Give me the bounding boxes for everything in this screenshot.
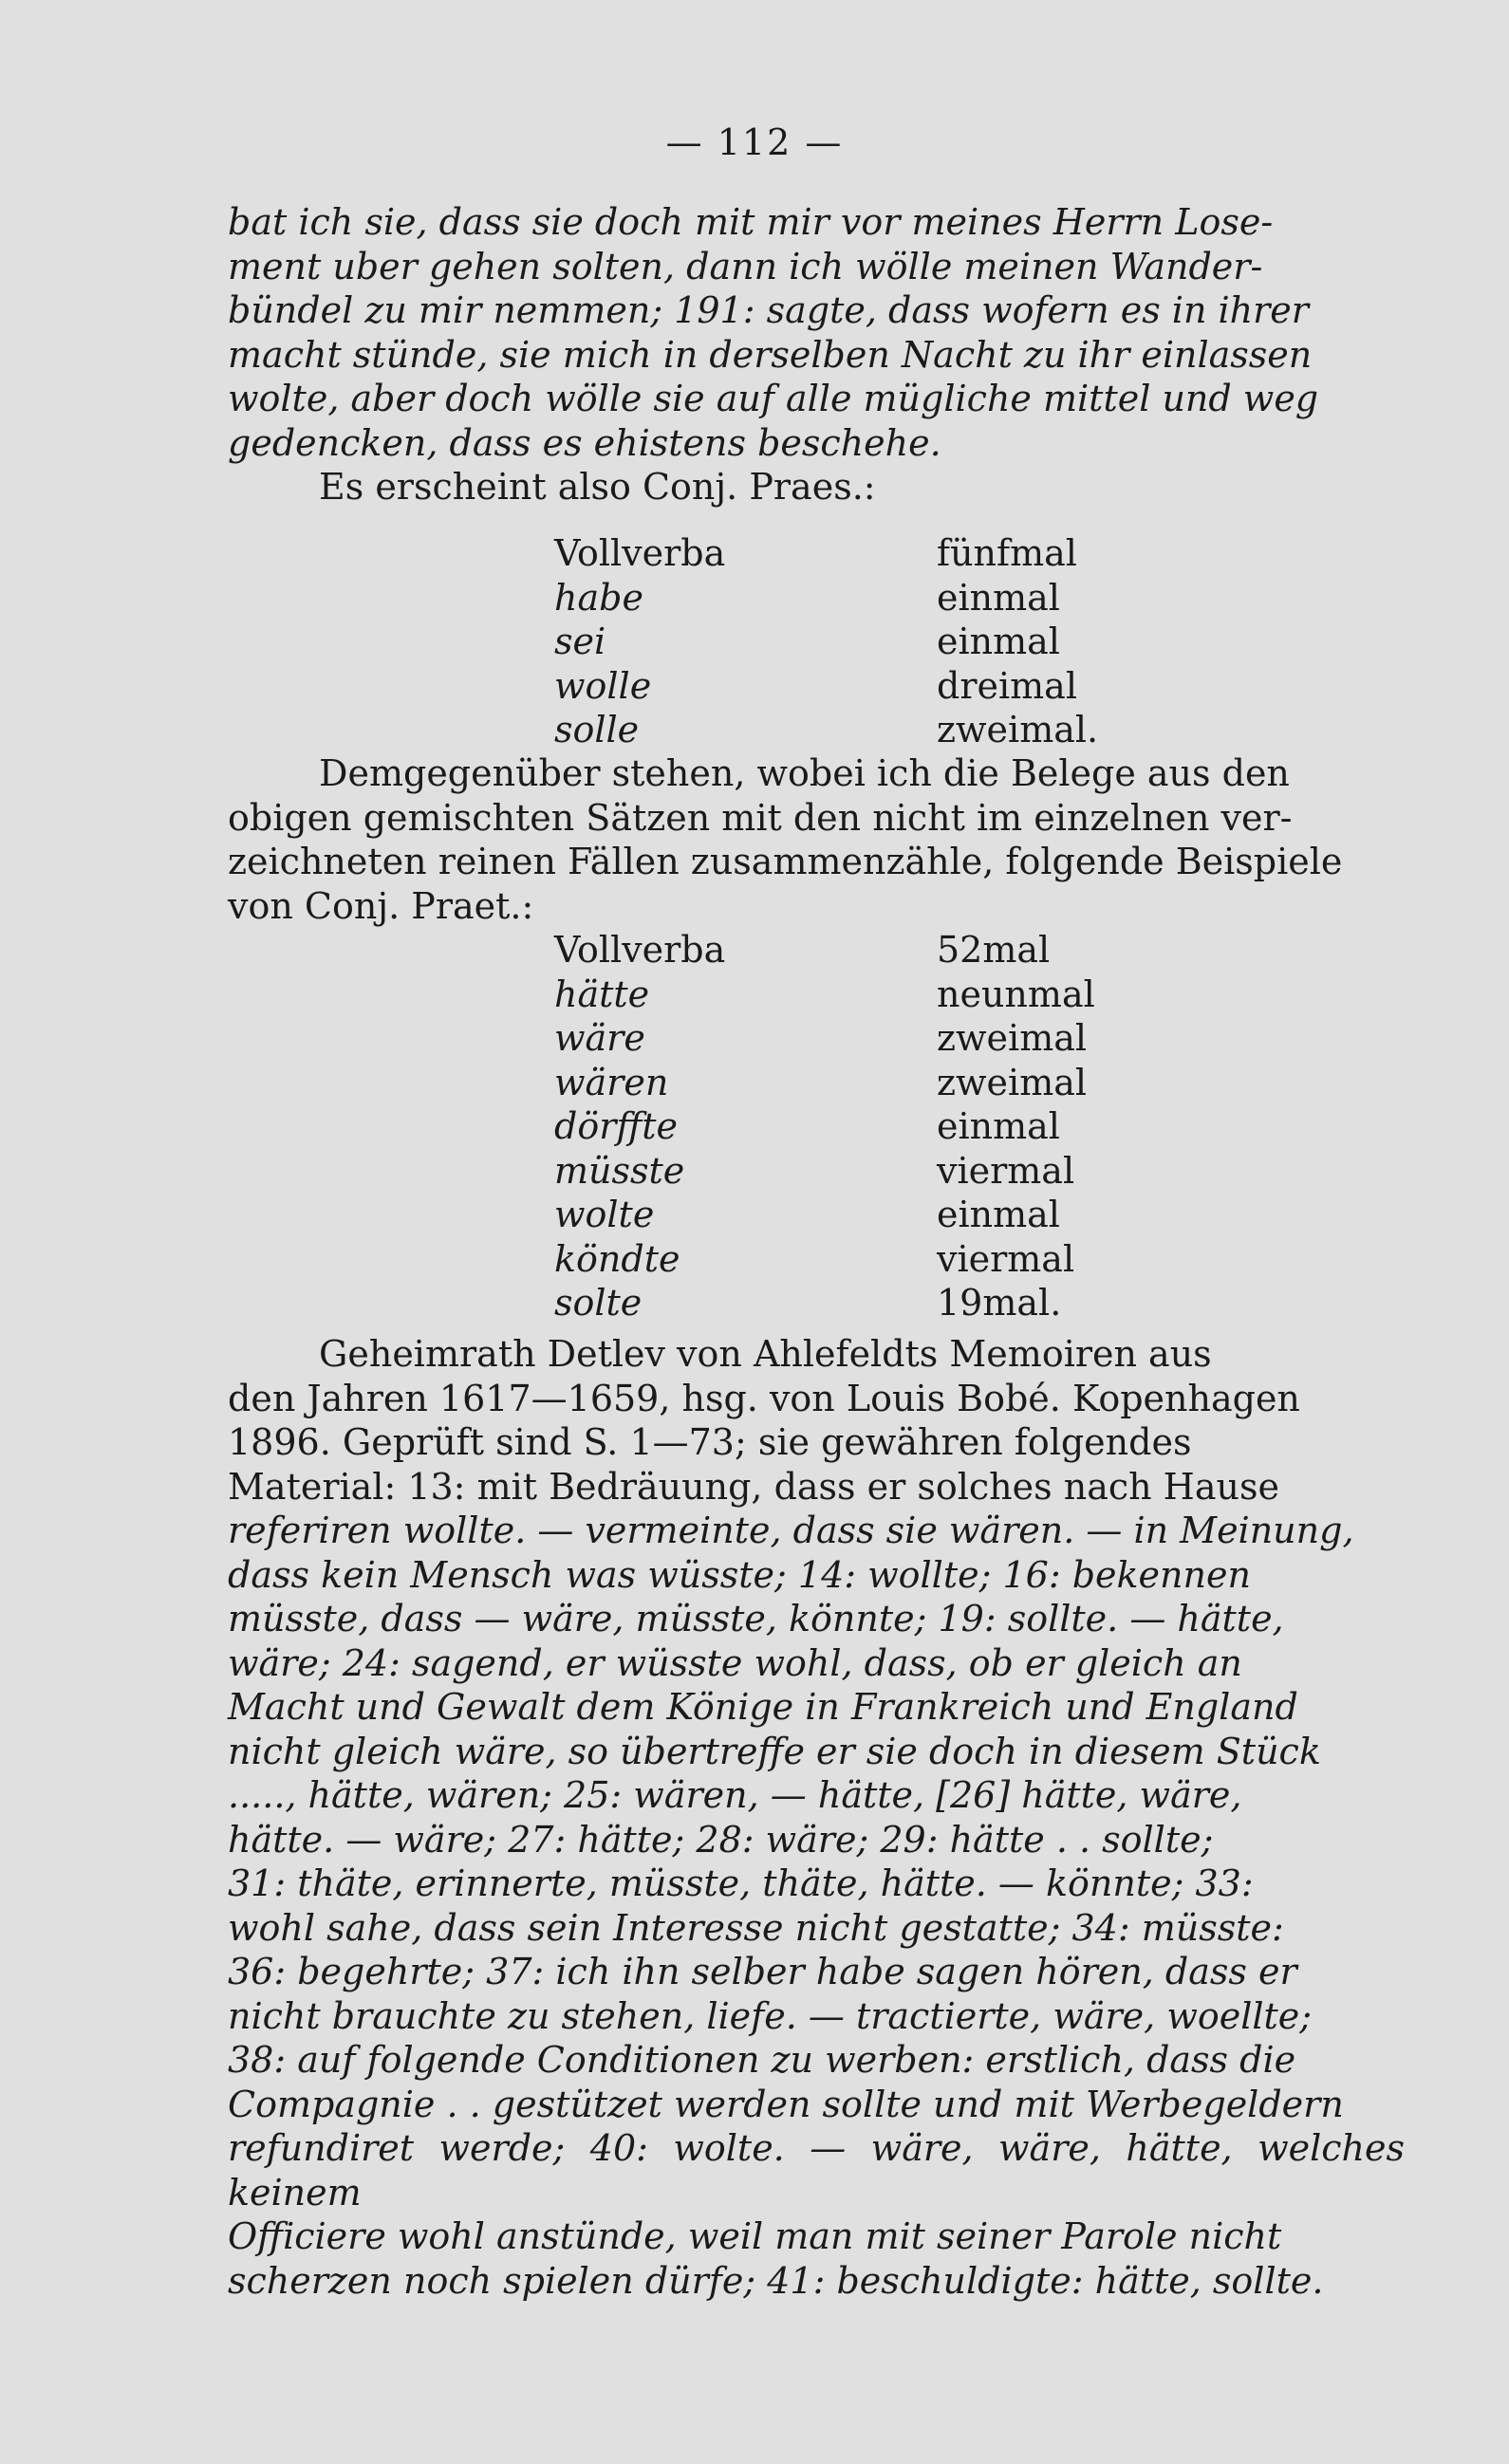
list-count: einmal [937,576,1060,619]
quote-line: bündel zu mir nemmen; 191: sagte, dass wofern es in ihrer [228,289,1309,331]
list-count: fünfmal [937,532,1077,574]
paragraph-line: wäre; 24: sagend, er wüsste wohl, dass, ob er gleich an [228,1641,1242,1684]
list-item [554,973,1095,1017]
list-count: zweimal [937,1061,1088,1103]
list-count: dreimal [937,664,1077,707]
list-item [554,620,1098,664]
list-item [554,928,1095,973]
paragraph-line: 38: auf folgende Conditionen zu werben: erstlich, dass die [228,2039,1296,2081]
list-word: köndte [554,1237,680,1280]
list-word: dörffte [554,1105,679,1147]
list-word: Vollverba [554,929,726,971]
paragraph-line: 36: begehrte; 37: ich ihn selber habe sagen hören, dass er [228,1951,1297,1992]
paragraph-line: dass kein Mensch was wüsste; 14: wollte; 16: bekennen [228,1553,1251,1596]
paragraph-line: scherzen noch spielen dürfe; 41: beschuldigte: hätte, sollte. [228,2259,1324,2302]
list-word: wäre [554,1017,645,1059]
paragraph-line: Geheimrath Detlev von Ahlefeldts Memoiren aus [319,1333,1212,1375]
paragraph-line: Material: 13: mit Bedräuung, dass er solches nach Hause [228,1465,1279,1508]
list-word: hätte [554,973,650,1015]
list-word: sei [554,621,606,662]
paragraph-line: wohl sahe, dass sein Interesse nicht gestatte; 34: müsste: [228,1906,1284,1949]
list-count: viermal [937,1237,1075,1280]
list-count: zweimal. [937,709,1099,750]
list-word: habe [554,576,643,619]
list-word: wären [554,1061,669,1103]
list-count: einmal [937,1105,1060,1147]
list-word: solte [554,1282,643,1324]
list-item [554,1104,1095,1149]
paragraph-line: referiren wollte. — vermeinte, dass sie wären. — in Meinung, [228,1510,1354,1551]
list-count: 19mal. [937,1282,1062,1324]
list-word: wolle [554,664,652,707]
paragraph-line: Officiere wohl anstünde, weil man mit seiner Parole nicht [228,2215,1282,2257]
paragraph-line: nicht brauchte zu stehen, liefe. — tractierte, wäre, woellte; [228,1994,1313,2037]
paragraph-line: refundiret werde; 40: wolte. — wäre, wäre, hätte, welches keinem [228,2127,1405,2214]
page-number: — 112 — [665,121,844,163]
quote-paragraph [228,200,1405,509]
paragraph-line: 31: thäte, erinnerte, müsste, thäte, hätte. — könnte; 33: [228,1862,1254,1904]
list-count: 52mal [937,929,1051,971]
quote-line: macht stünde, sie mich in derselben Nacht zu ihr einlassen [228,333,1313,376]
list-item [554,1281,1095,1325]
paragraph-line: Demgegenüber stehen, wobei ich die Belege aus den [319,752,1290,794]
list-count: zweimal [937,1017,1088,1059]
praes-list [228,531,1405,752]
quote-line: wolte, aber doch wölle sie auf alle mügliche mittel und weg [228,378,1319,419]
paragraph-line: von Conj. Praet.: [228,884,534,927]
paragraph-line: Compagnie . . gestützet werden sollte und mit Werbegeldern [228,2083,1344,2125]
quote-line: ment uber gehen solten, dann ich wölle meinen Wander- [228,245,1263,287]
paragraph-line: hätte. — wäre; 27: hätte; 28: wäre; 29: hätte . . sollte; [228,1818,1214,1861]
praet-intro-paragraph [228,751,1405,928]
list-count: viermal [937,1149,1075,1192]
list-item [554,1193,1095,1237]
list-item [554,664,1098,709]
list-item [554,1237,1095,1282]
list-word: wolte [554,1194,655,1235]
list-item [554,708,1098,752]
list-item [554,576,1098,621]
paragraph-line: Macht und Gewalt dem Könige in Frankreich und England [228,1686,1298,1728]
paragraph-line: den Jahren 1617—1659, hsg. von Louis Bobé. Kopenhagen [228,1377,1300,1419]
list-item [554,1149,1095,1194]
paragraph-line: zeichneten reinen Fällen zusammenzähle, folgende Beispiele [228,841,1343,882]
list-item [554,1016,1095,1061]
praet-list [228,928,1405,1325]
list-item [554,1061,1095,1105]
paragraph-line: müsste, dass — wäre, müsste, könnte; 19: sollte. — hätte, [228,1598,1284,1640]
list-word: solle [554,709,640,750]
quote-line: gedencken, dass es ehistens beschehe. [228,421,941,464]
list-count: neunmal [937,973,1095,1015]
paragraph-line: 1896. Geprüft sind S. 1—73; sie gewähren folgendes [228,1421,1192,1463]
memoiren-paragraph [228,1332,1405,2303]
praes-intro: Es erscheint also Conj. Praes.: [319,466,876,508]
quote-line: bat ich sie, dass sie doch mit mir vor meines Herrn Lose- [228,201,1274,243]
list-count: einmal [937,1194,1060,1235]
list-word: Vollverba [554,532,726,574]
list-count: einmal [937,621,1060,662]
list-word: müsste [554,1149,685,1192]
paragraph-line: ....., hätte, wären; 25: wären, — hätte, [26] hätte, wäre, [228,1774,1242,1816]
paragraph-line: nicht gleich wäre, so übertreffe er sie doch in diesem Stück [228,1730,1321,1772]
list-item [554,531,1098,576]
paragraph-line: obigen gemischten Sätzen mit den nicht im einzelnen ver- [228,796,1293,839]
